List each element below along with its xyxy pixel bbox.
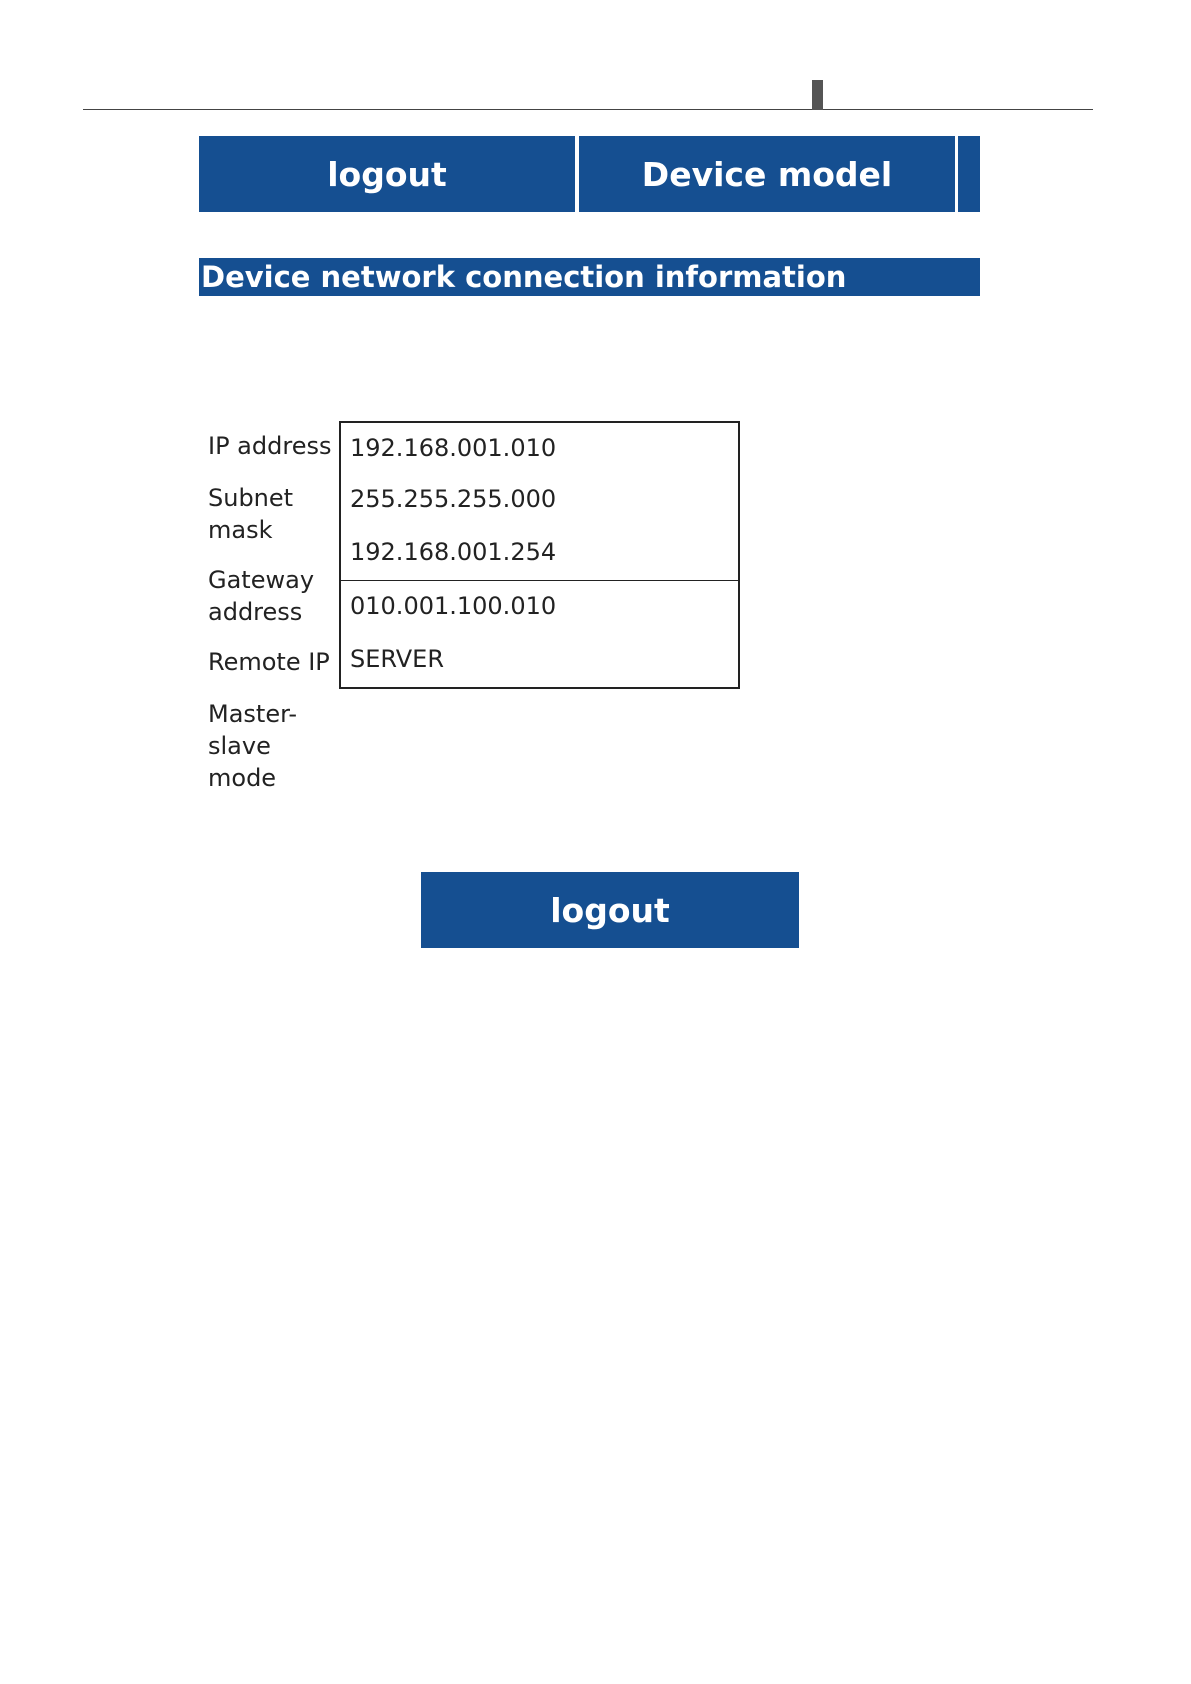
device-model-overflow-text: information bbox=[667, 214, 886, 253]
device-model-information-button[interactable] bbox=[579, 136, 955, 253]
device-model-label: Device model bbox=[641, 154, 893, 194]
master-slave-mode-label: Master-slave mode bbox=[208, 700, 298, 792]
logout-button-top[interactable]: logout bbox=[199, 136, 575, 212]
master-slave-mode-field[interactable]: SERVER bbox=[339, 634, 740, 689]
header-rule bbox=[83, 109, 1093, 110]
section-title-banner: Device network connection information bbox=[199, 258, 980, 296]
remote-ip-field[interactable]: 010.001.100.010 bbox=[339, 581, 740, 636]
ip-address-label: IP address bbox=[208, 432, 332, 460]
header-rule-marker bbox=[812, 80, 823, 110]
gateway-address-field[interactable]: 192.168.001.254 bbox=[339, 527, 740, 582]
gateway-address-label: Gateway address bbox=[208, 566, 315, 626]
remote-ip-label: Remote IP bbox=[208, 648, 330, 676]
ip-address-field[interactable]: 192.168.001.010 bbox=[339, 421, 740, 476]
subnet-mask-field[interactable]: 255.255.255.000 bbox=[339, 474, 740, 529]
logout-button-bottom[interactable]: logout bbox=[421, 872, 799, 948]
subnet-mask-label: Subnet mask bbox=[208, 484, 294, 544]
next-tab-stub[interactable] bbox=[958, 136, 980, 212]
